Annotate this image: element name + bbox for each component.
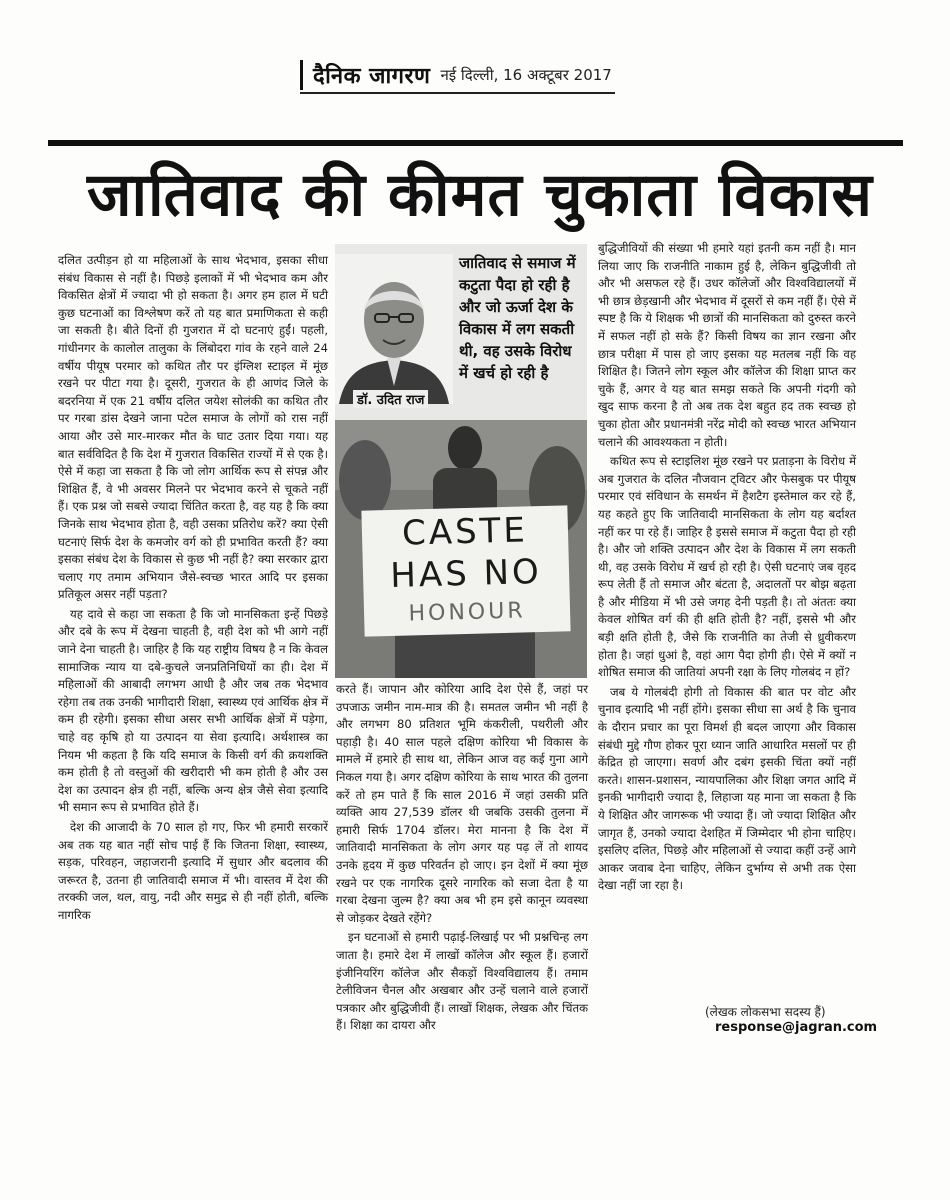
- sign-text-line-2: HAS NO: [389, 552, 543, 596]
- pull-quote: जातिवाद से समाज में कटुता पैदा हो रही है और जो ऊर्जा देश के विकास में लग सकती थी, वह उसके विरोध में खर्च हो रही है: [459, 254, 576, 382]
- top-rule: [48, 140, 903, 146]
- sign-text-line-1: CASTE: [401, 510, 529, 554]
- newspaper-logo: दैनिक जागरण: [313, 64, 431, 89]
- article-column-1: [58, 252, 328, 927]
- protest-sign: [361, 505, 570, 636]
- protest-photo: [335, 420, 587, 678]
- paragraph: करते हैं। जापान और कोरिया आदि देश ऐसे हैं, जहां पर उपजाऊ जमीन नाम-मात्र की है। समतल जमीन भी नहीं है और लगभग 80 प्रतिशत भूमि कंकरीली, पथरीली और पहाड़ी है। 40 साल पहले दक्षिण कोरिया भी विकास के मामले में हमारे ही साथ था, लेकिन आज वह कई गुना आगे निकल गया है। अगर दक्षिण कोरिया के साथ भारत की तुलना करें तो हम पाते हैं कि साल 2016 में जहां उसकी प्रति व्यक्ति आय 27,539 डॉलर थी जबकि उसकी तुलना में हमारी सिर्फ 1704 डॉलर। मेरा मानना है कि देश में जातिवादी मानसिकता के लोग अगर यह पढ़ लें तो शायद उनके हृदय में कुछ परिवर्तन हो जाए। इन देशों में क्या मूंछ रखने पर एक नागरिक दूसरे नागरिक को सजा देता है या गरबा देखना जुल्म है? क्या अब भी हम इसे कानून व्यवस्था से जोड़कर देखते रहेंगे?: [336, 682, 588, 925]
- author-portrait: [335, 254, 453, 404]
- paragraph: दलित उत्पीड़न हो या महिलाओं के साथ भेदभाव, इसका सीधा संबंध विकास से नहीं है। पिछड़े इलाकों में भी भेदभाव कम और विकसित क्षेत्रों में ज्यादा भी हो सकता है। अगर हम हाल में घटी कुछ घटनाओं का विश्लेषण करें तो यह बात प्रमाणिकता से कही जा सकती है। बीते दिनों ही गुजरात में दो घटनाएं हुईं। पहली, गांधीनगर के कालोल तालुका के लिंबोदरा गांव के रहने वाले 24 वर्षीय पीयूष परमार को कथित तौर पर इंग्लिश स्टाइल में मूंछ रखने पर पीटा गया है। दूसरी, गुजरात के ही आणंद जिले के बदरनिया में एक 21 वर्षीय दलित जयेश सोलंकी का कथित तौर पर गरबा डांस देखने जाना पटेल समाज के लोगों को रास नहीं आया और उसे मार-मारकर मौत के घाट उतार दिया गया। यह बात सर्वविदित है कि देश में गुजरात विकसित राज्यों में से एक है। ऐसे में कहा जा सकता है कि जो लोग आर्थिक रूप से संपन्न और शिक्षित हैं, वे भी अवसर मिलने पर भेदभाव करने से चूकते नहीं हैं। एक प्रश्न जो सबसे ज्यादा चिंतित करता है, वह यह है कि क्या जिनके साथ भेदभाव होता है, वही उसका प्रतिरोध करें? क्या ऐसी घटनाएं सिर्फ देश के कमजोर वर्ग को ही प्रभावित करती हैं? क्या इसका संबंध देश के विकास से कुछ भी नहीं है? क्या सरकार द्वारा चलाए गए तमाम अभियान जैसे-स्वच्छ भारत आदि पर इसका प्रतिकूल असर नहीं पड़ता?: [58, 253, 328, 602]
- author-note: (लेखक लोकसभा सदस्य हैं): [705, 1005, 826, 1019]
- paragraph: कथित रूप से स्टाइलिश मूंछ रखने पर प्रताड़ना के विरोध में अब गुजरात के दलित नौजवान ट्विटर और फेसबुक पर पीयूष परमार एवं संविधान के समर्थन में हैशटैग इस्तेमाल कर रहे हैं, यह कहते हुए कि जातिवादी मानसिकता के लोग यह बर्दाश्त नहीं कर पा रहे हैं। जाहिर है इससे समाज में कटुता पैदा हो रही है। और जो शक्ति उत्पादन और देश के विकास में लग सकती थी, वह उसके विरोध में खर्च हो रही है। ऐसी घटनाएं जब वृहद रूप लेती हैं तो समाज और बंटता है, अदालतों पर बोझ बढ़ता है और मीडिया में भी उसे जगह देनी पड़ती है। तो अंततः क्या केवल शोषित वर्ग की ही क्षति होती है? नहीं, इससे भी और बड़ी क्षति होती है, जैसे कि राजनीति का तेजी से ध्रुवीकरण होता है। जहां धुआं है, वहां आग पैदा होगी ही। ऐसे में क्यों न शोषित समाज की जातियां अपनी रक्षा के लिए गोलबंद न हों?: [598, 454, 856, 680]
- headline: जातिवाद की कीमत चुकाता विकास: [87, 160, 873, 230]
- article-column-3: [598, 240, 856, 897]
- response-email[interactable]: response@jagran.com: [715, 1020, 878, 1035]
- paragraph: बुद्धिजीवियों की संख्या भी हमारे यहां इतनी कम नहीं है। मान लिया जाए कि राजनीति नाकाम हुई है, लेकिन बुद्धिजीवी तो और भी असफल रहे हैं। उधर कॉलेजों और विश्वविद्यालयों में भी छात्र छेड़खानी और भेदभाव में दूसरों से कम नहीं हैं। ऐसे में स्पष्ट है कि ये शिक्षक भी छात्रों की मानसिकता को दुरुस्त करने में सफल नहीं हो सके हैं? किसी विषय का ज्ञान रखना और छात्र परीक्षा में पास हो जाए इसका यह मतलब नहीं कि वह शिक्षित है। जितने लोग स्कूल और कॉलेज की शिक्षा प्राप्त कर चुके हैं, अगर वे यह बात समझ सकते कि अपनी गंदगी को खुद साफ करना है तो अब तक देश बहुत हद तक स्वच्छ हो चुका होता और प्रधानमंत्री नरेंद्र मोदी को स्वच्छ भारत अभियान चलाने की आवश्यकता न होती।: [598, 241, 856, 449]
- masthead-rule: [300, 92, 615, 94]
- masthead-bar: [300, 60, 303, 90]
- paragraph: जब ये गोलबंदी होगी तो विकास की बात पर वोट और चुनाव इत्यादि भी नहीं होंगे। इसका सीधा सा अर्थ है कि चुनाव के दौरान प्रचार का पूरा विमर्श ही बदल जाएगा और विकास संबंधी मुद्दे गौण होकर पूरा ध्यान जाति आधारित मसलों पर ही केंद्रित हो जाएगा। सवर्ण और दबंग इसकी चिंता क्यों नहीं करते। शासन-प्रशासन, न्यायपालिका और शिक्षा जगत आदि में इनकी भागीदारी ज्यादा है, लिहाजा यह माना जा सकता है कि ये शिक्षित और जागरूक भी ज्यादा हैं। जो ज्यादा शिक्षित और जागृत हैं, उनको ज्यादा देशहित में जिम्मेदार भी होना चाहिए। इसलिए दलित, पिछड़े और महिलाओं से ज्यादा कहीं उन्हें आगे आकर जवाब देना चाहिए, लेकिन दुर्भाग्य से अभी तक ऐसा देखा नहीं जा रहा है।: [598, 684, 856, 893]
- article-column-2: [336, 681, 588, 1037]
- portrait-image: [335, 254, 453, 404]
- paragraph: इन घटनाओं से हमारी पढ़ाई-लिखाई पर भी प्रश्नचिन्ह लग जाता है। हमारे देश में लाखों कॉलेज और स्कूल हैं। हजारों इंजीनियरिंग कॉलेज और सैकड़ों विश्वविद्यालय हैं। तमाम टेलीविजन चैनल और अखबार और उन्हें चलाने वाले हजारों पत्रकार और बुद्धिजीवी हैं। लाखों शिक्षक, लेखक और चिंतक हैं। शिक्षा का दायरा और: [336, 930, 588, 1033]
- photo-box: [335, 244, 587, 678]
- author-caption: डॉ. उदित राज: [353, 390, 428, 408]
- place-date: नई दिल्ली, 16 अक्टूबर 2017: [440, 66, 612, 84]
- paragraph: देश की आजादी के 70 साल हो गए, फिर भी हमारी सरकारें अब तक यह बात नहीं सोच पाई हैं कि जितना शिक्षा, स्वास्थ्य, सड़क, परिवहन, जहाजरानी इत्यादि में सुधार और बदलाव की जरूरत है, उतना ही जातिवादी समाज में भी। वास्तव में देश की तरक्की जल, थल, वायु, नदी और समुद्र से ही नहीं होती, बल्कि नागरिक: [58, 820, 328, 922]
- paragraph: यह दावे से कहा जा सकता है कि जो मानसिकता इन्हें पिछड़े और दबे के रूप में देखना चाहती है, वही देश को भी आगे नहीं जाने देना चाहती है। जाहिर है कि यह राष्ट्रीय विषय है न कि केवल सामाजिक न्याय या दबे-कुचले जनप्रतिनिधियों का ही। देश में महिलाओं की आबादी लगभग आधी है और जब तक भेदभाव रहेगा तब तक उनकी भागीदारी शिक्षा, स्वास्थ्य एवं आर्थिक क्षेत्र में कम ही रहेगी। इसका सीधा असर सभी आर्थिक क्षेत्रों में पड़ेगा, चाहे वह कृषि हो या उत्पादन या सेवा इत्यादि। अर्थशास्त्र का नियम भी कहता है कि यदि समाज के किसी वर्ग की क्रयशक्ति कम होती है तो वस्तुओं की खरीदारी भी कम होती है और उस देश का उत्पादन क्षेत्र ही नहीं, बल्कि अन्य क्षेत्र जैसे सेवा इत्यादि भी समान रूप से प्रभावित होते हैं।: [58, 606, 328, 815]
- masthead: [300, 58, 612, 92]
- sign-text-line-3: HONOUR: [408, 598, 526, 627]
